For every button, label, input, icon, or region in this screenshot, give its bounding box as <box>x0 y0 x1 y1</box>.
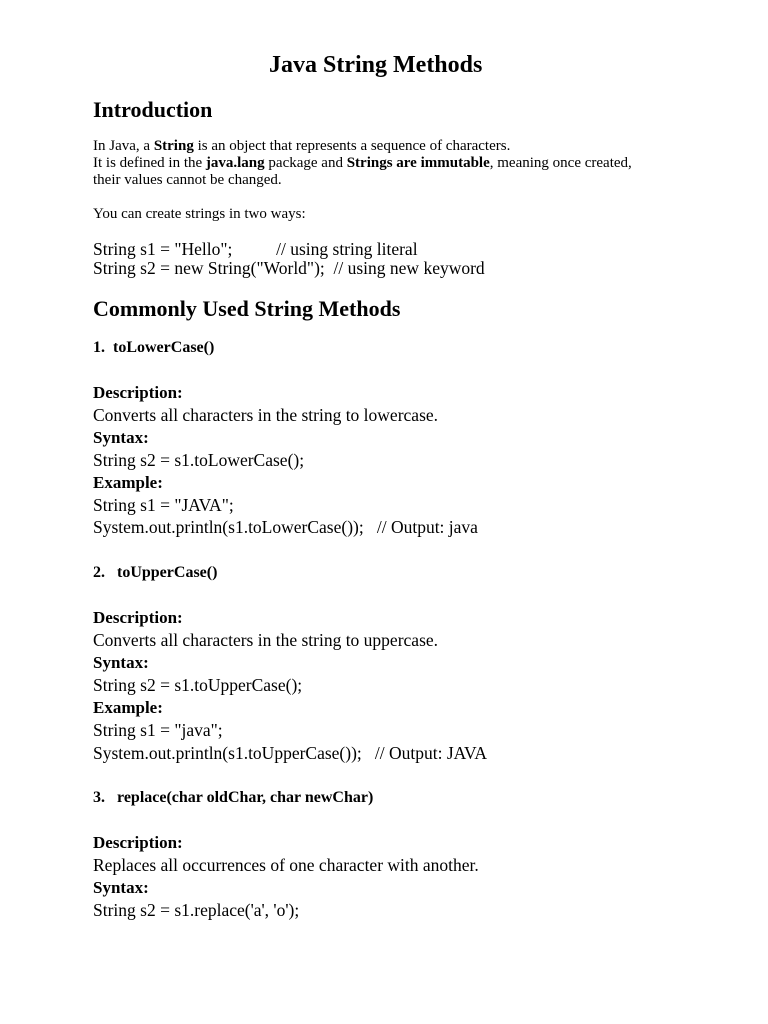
method-2-example-1: String s1 = "java"; <box>93 720 223 740</box>
method-3-syntax-label: Syntax: <box>93 878 149 897</box>
method-3-desc-label: Description: <box>93 833 183 852</box>
method-1-example-label: Example: <box>93 473 163 492</box>
method-2-example-label: Example: <box>93 698 163 717</box>
method-1-desc-label: Description: <box>93 383 183 402</box>
intro-ways: You can create strings in two ways: <box>93 206 306 222</box>
intro-line-2: It is defined in the java.lang package and Strings are immutable, meaning once created, <box>93 155 632 171</box>
method-heading-2: 2. toUpperCase() <box>93 564 218 581</box>
method-1-desc: Converts all characters in the string to lowercase. <box>93 405 439 425</box>
intro-line-1: In Java, a String is an object that represents a sequence of characters. <box>93 138 511 154</box>
method-1-example-2: System.out.println(s1.toLowerCase()); // Output: java <box>93 517 478 537</box>
method-2-syntax: String s2 = s1.toUpperCase(); <box>93 675 303 695</box>
method-1-syntax-label: Syntax: <box>93 428 149 447</box>
method-heading-3: 3. replace(char oldChar, char newChar) <box>93 789 374 806</box>
method-1-example-1: String s1 = "JAVA"; <box>93 495 234 515</box>
page-title: Java String Methods <box>269 52 483 78</box>
code-line-1: String s1 = "Hello"; // using string literal <box>93 239 418 259</box>
method-2-desc: Converts all characters in the string to uppercase. <box>93 630 439 650</box>
method-1-syntax: String s2 = s1.toLowerCase(); <box>93 450 305 470</box>
methods-heading: Commonly Used String Methods <box>93 296 401 321</box>
method-2-syntax-label: Syntax: <box>93 653 149 672</box>
intro-heading: Introduction <box>93 97 213 122</box>
method-3-syntax: String s2 = s1.replace('a', 'o'); <box>93 900 300 920</box>
method-3-desc: Replaces all occurrences of one character with another. <box>93 855 479 875</box>
method-2-desc-label: Description: <box>93 608 183 627</box>
intro-line-3: their values cannot be changed. <box>93 172 282 188</box>
method-2-example-2: System.out.println(s1.toUpperCase()); // Output: JAVA <box>93 743 488 763</box>
method-heading-1: 1. toLowerCase() <box>93 339 215 356</box>
code-line-2: String s2 = new String("World"); // using new keyword <box>93 258 485 278</box>
